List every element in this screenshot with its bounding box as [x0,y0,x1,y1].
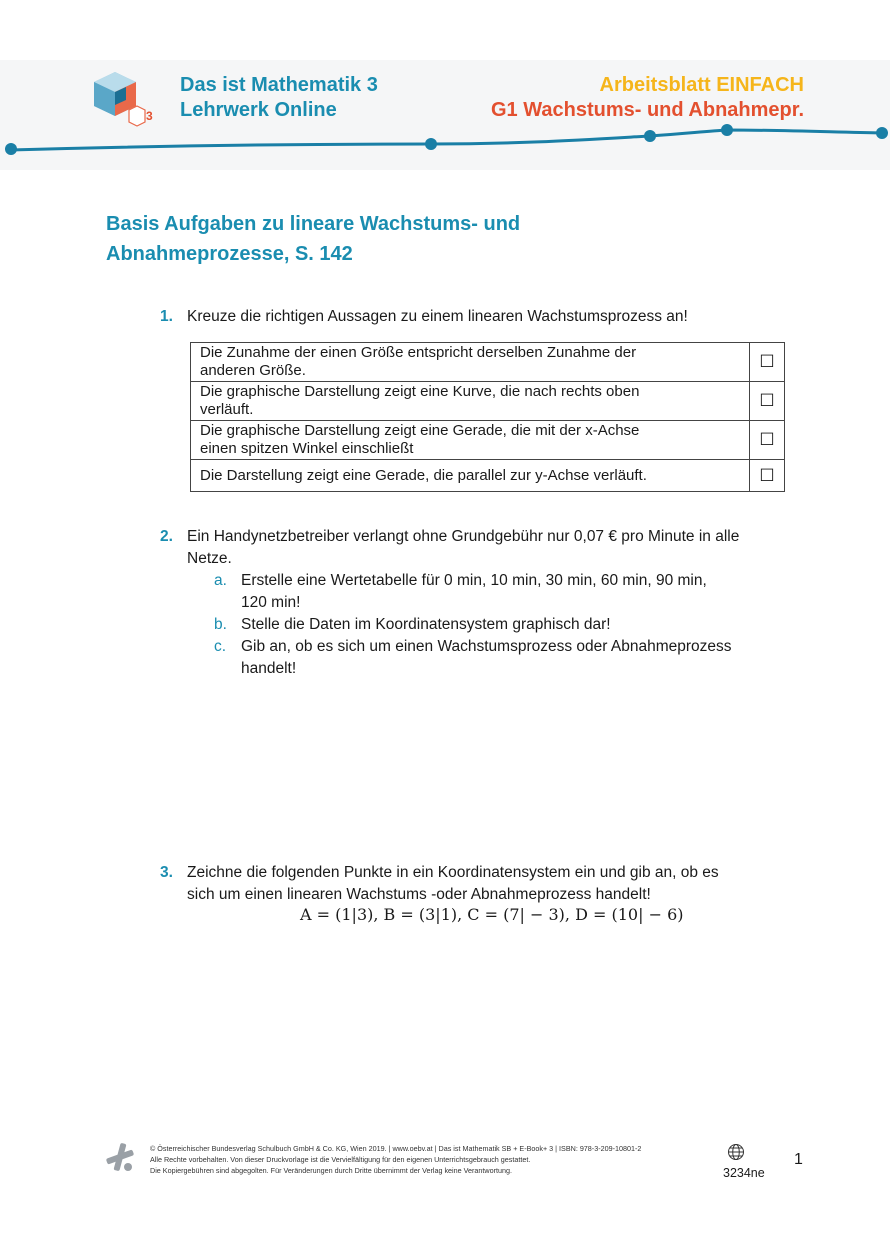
statement-cell [191,421,750,460]
checkbox[interactable]: ☐ [759,430,775,449]
statement-line: Die Darstellung zeigt eine Gerade, die parallel zur y-Achse verläuft. [200,466,647,484]
sheet-topic: G1 Wachstums- und Abnahmepr. [491,99,804,121]
task-text: Kreuze die richtigen Aussagen zu einem linearen Wachstumsprozess an! [187,308,688,325]
footer-line: Die Kopiergebühren sind abgegolten. Für Veränderungen durch Dritte übernimmt der Verlag keine Verantwortung. [150,1166,512,1175]
series-title-line: Das ist Mathematik 3 [180,74,378,96]
task-3 [160,862,790,906]
checkbox-cell[interactable] [750,343,785,382]
online-code[interactable]: 3234ne [723,1166,765,1180]
statement-table [190,342,785,492]
subtask-c [214,636,790,680]
statement-line: Die graphische Darstellung zeigt eine Kurve, die nach rechts oben [200,383,640,400]
subtask-a [214,570,790,614]
subtask-letter: b. [214,616,227,633]
subtask-b [214,614,790,636]
sheet-type: Arbeitsblatt EINFACH [599,74,804,96]
subtask-text: Gib an, ob es sich um einen Wachstumsprozess oder Abnahmeprozess [241,638,732,655]
task-text-line-2: Netze. [187,550,232,567]
checkbox-cell[interactable] [750,421,785,460]
statement-line: anderen Größe. [200,362,306,379]
page-title [106,209,706,269]
subtask-text: Stelle die Daten im Koordinatensystem graphisch dar! [241,616,611,633]
statement-cell [191,382,750,421]
table-row [191,382,785,421]
statement-line: Die graphische Darstellung zeigt eine Gerade, die mit der x-Achse [200,422,640,439]
task-1 [160,306,790,328]
footer-line: © Österreichischer Bundesverlag Schulbuch GmbH & Co. KG, Wien 2019. | www.oebv.at | Das ist Mathematik SB + E-Book+ 3 | ISBN: 978-3-209-10801-2 [150,1144,642,1153]
statement-cell [191,460,750,492]
page-title-line-2: Abnahmeprozesse, S. 142 [106,243,353,265]
subtask-letter: a. [214,572,227,589]
checkbox[interactable]: ☐ [759,465,775,485]
cube-logo-icon [90,70,165,130]
statement-cell [191,343,750,382]
page-title-line-1: Basis Aufgaben zu lineare Wachstums- und [106,213,521,235]
task-text-line-1: Zeichne die folgenden Punkte in ein Koordinatensystem ein und gib an, ob es [187,864,719,881]
series-title [180,73,378,123]
task-number: 1. [160,308,173,325]
footer-line: Alle Rechte vorbehalten. Von dieser Druckvorlage ist die Vervielfältigung für den eigenen Unterrichtsgebrauch gestattet. [150,1155,531,1164]
statement-line: Die Zunahme der einen Größe entspricht derselben Zunahme der [200,344,637,361]
statement-line: verläuft. [200,401,254,418]
subtask-letter: c. [214,638,227,655]
table-row [191,421,785,460]
points-formula: A = (1|3), B = (3|1), C = (7| − 3), D = (10| − 6) [300,905,684,924]
logo [90,70,165,130]
globe-icon[interactable] [727,1143,745,1161]
task-number: 2. [160,528,173,545]
task-2 [160,526,790,680]
page-number: 1 [794,1151,803,1168]
logo-number: 3 [146,109,153,123]
subtask-text: Erstelle eine Wertetabelle für 0 min, 10 min, 30 min, 60 min, 90 min, [241,572,707,589]
checkbox[interactable]: ☐ [759,391,775,410]
copyright-footer [150,1143,641,1176]
series-subtitle-line: Lehrwerk Online [180,99,337,121]
publisher-logo-icon [104,1141,136,1173]
checkbox-cell[interactable] [750,382,785,421]
checkbox-cell[interactable] [750,460,785,492]
table-row [191,460,785,492]
checkbox[interactable]: ☐ [759,352,775,371]
table-row [191,343,785,382]
sheet-info [491,73,804,123]
task-text-line-1: Ein Handynetzbetreiber verlangt ohne Grundgebühr nur 0,07 € pro Minute in alle [187,528,740,545]
subtask-text: handelt! [241,660,297,677]
task-text-line-2: sich um einen linearen Wachstums -oder Abnahmeprozess handelt! [187,886,651,903]
subtask-text: 120 min! [241,594,301,611]
task-number: 3. [160,864,173,881]
statement-line: einen spitzen Winkel einschließt [200,440,414,457]
